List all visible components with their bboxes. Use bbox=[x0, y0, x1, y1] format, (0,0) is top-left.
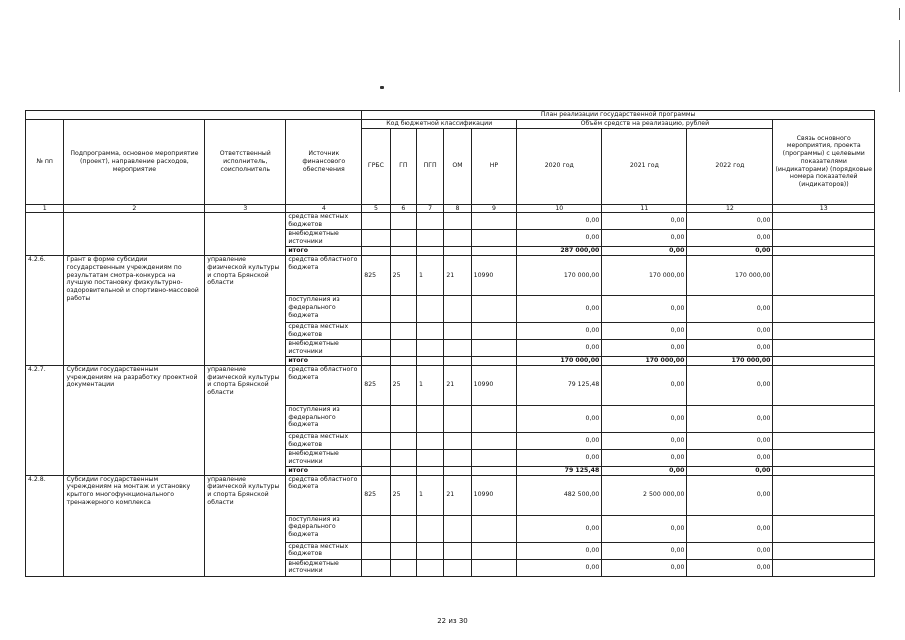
item-name: Субсидии государственным учреждениям на разработку проектной документации bbox=[64, 365, 205, 475]
value-2021: 0,00 bbox=[602, 542, 687, 559]
col-link-header: Связь основного мероприятия, проекта (программы) с целевыми показателями (индикаторами) (порядковые номера показателей (индикаторов)) bbox=[773, 119, 875, 204]
col-om-header: ОМ bbox=[444, 128, 471, 204]
item-responsible: управление физической культуры и спорта Брянской области bbox=[205, 256, 286, 366]
value-2021: 0,00 bbox=[602, 340, 687, 357]
value-2021: 0,00 bbox=[602, 213, 687, 230]
source-label: средства местных бюджетов bbox=[286, 213, 362, 230]
total-2020: 170 000,00 bbox=[517, 357, 602, 366]
total-2021: 170 000,00 bbox=[602, 357, 687, 366]
value-2020: 0,00 bbox=[517, 559, 602, 576]
value-2020: 0,00 bbox=[517, 230, 602, 247]
total-2022: 0,00 bbox=[687, 247, 773, 256]
source-label: внебюджетные источники bbox=[286, 340, 362, 357]
col-2020-header: 2020 год bbox=[517, 128, 602, 204]
column-number: 1 bbox=[26, 204, 64, 213]
value-2020: 170 000,00 bbox=[517, 256, 602, 296]
column-number: 3 bbox=[205, 204, 286, 213]
om-code: 21 bbox=[444, 365, 471, 405]
column-number: 2 bbox=[64, 204, 205, 213]
column-number: 6 bbox=[390, 204, 416, 213]
col-source-header: Источник финансового обеспечения bbox=[286, 119, 362, 204]
gp-code: 25 bbox=[390, 365, 416, 405]
grbs-code: 825 bbox=[362, 475, 390, 515]
value-2021: 0,00 bbox=[602, 449, 687, 466]
state-program-plan-table bbox=[25, 110, 875, 577]
col-2022-header: 2022 год bbox=[687, 128, 773, 204]
value-2022: 0,00 bbox=[687, 432, 773, 449]
col-pgp-header: ПГП bbox=[416, 128, 443, 204]
source-label: средства областного бюджета bbox=[286, 256, 362, 296]
total-label: итого bbox=[286, 466, 362, 475]
source-label: поступления из федерального бюджета bbox=[286, 296, 362, 323]
grbs-code: 825 bbox=[362, 365, 390, 405]
value-2022: 170 000,00 bbox=[687, 256, 773, 296]
source-label: средства областного бюджета bbox=[286, 475, 362, 515]
scan-speck bbox=[380, 86, 384, 89]
table-row bbox=[26, 475, 875, 515]
value-2021: 0,00 bbox=[602, 432, 687, 449]
col-no-header: № пп bbox=[26, 119, 64, 204]
value-2021: 0,00 bbox=[602, 323, 687, 340]
source-label: внебюджетные источники bbox=[286, 449, 362, 466]
om-code: 21 bbox=[444, 256, 471, 296]
value-2022: 0,00 bbox=[687, 542, 773, 559]
item-number: 4.2.8. bbox=[26, 475, 64, 576]
header-blank bbox=[26, 111, 362, 120]
total-2022: 0,00 bbox=[687, 466, 773, 475]
nr-code: 10990 bbox=[471, 365, 517, 405]
col-2021-header: 2021 год bbox=[602, 128, 687, 204]
total-2021: 0,00 bbox=[602, 247, 687, 256]
source-label: средства местных бюджетов bbox=[286, 323, 362, 340]
value-2020: 0,00 bbox=[517, 432, 602, 449]
pgp-code: 1 bbox=[416, 475, 443, 515]
total-label: итого bbox=[286, 357, 362, 366]
column-number: 7 bbox=[416, 204, 443, 213]
item-responsible: управление физической культуры и спорта Брянской области bbox=[205, 475, 286, 576]
col-resp-header: Ответственный исполнитель, соисполнитель bbox=[205, 119, 286, 204]
col-gp-header: ГП bbox=[390, 128, 416, 204]
source-label: средства местных бюджетов bbox=[286, 432, 362, 449]
value-2020: 79 125,48 bbox=[517, 365, 602, 405]
column-number: 4 bbox=[286, 204, 362, 213]
value-2022: 0,00 bbox=[687, 559, 773, 576]
table-row bbox=[26, 213, 875, 230]
value-2020: 0,00 bbox=[517, 323, 602, 340]
source-label: средства областного бюджета bbox=[286, 365, 362, 405]
value-2020: 0,00 bbox=[517, 340, 602, 357]
pgp-code: 1 bbox=[416, 256, 443, 296]
value-2020: 0,00 bbox=[517, 296, 602, 323]
col-nr-header: НР bbox=[471, 128, 517, 204]
item-name: Субсидии государственным учреждениям на монтаж и установку крытого многофункционального тренажерного комплекса bbox=[64, 475, 205, 576]
column-number: 5 bbox=[362, 204, 390, 213]
kbk-title: Код бюджетной классификации bbox=[362, 119, 517, 128]
volume-title: Объём средств на реализацию, рублей bbox=[517, 119, 773, 128]
column-numbers-row bbox=[26, 204, 875, 213]
value-2021: 0,00 bbox=[602, 405, 687, 432]
total-2021: 0,00 bbox=[602, 466, 687, 475]
grbs-code: 825 bbox=[362, 256, 390, 296]
gp-code: 25 bbox=[390, 475, 416, 515]
value-2022: 0,00 bbox=[687, 213, 773, 230]
item-name: Грант в форме субсидии государственным учреждениям по результатам смотра-конкурса на лучшую постановку физкультурно-оздоровительной и спортивно-массовой работы bbox=[64, 256, 205, 366]
nr-code: 10990 bbox=[471, 475, 517, 515]
col-grbs-header: ГРБС bbox=[362, 128, 390, 204]
value-2022: 0,00 bbox=[687, 340, 773, 357]
value-2022: 0,00 bbox=[687, 365, 773, 405]
om-code: 21 bbox=[444, 475, 471, 515]
value-2022: 0,00 bbox=[687, 475, 773, 515]
value-2022: 0,00 bbox=[687, 449, 773, 466]
table-row bbox=[26, 365, 875, 405]
source-label: внебюджетные источники bbox=[286, 559, 362, 576]
page-number: 22 из 30 bbox=[437, 617, 468, 625]
item-number: 4.2.6. bbox=[26, 256, 64, 366]
value-2020: 0,00 bbox=[517, 542, 602, 559]
value-2022: 0,00 bbox=[687, 405, 773, 432]
nr-code: 10990 bbox=[471, 256, 517, 296]
value-2022: 0,00 bbox=[687, 323, 773, 340]
total-2020: 79 125,48 bbox=[517, 466, 602, 475]
table-row bbox=[26, 256, 875, 296]
column-number: 13 bbox=[773, 204, 875, 213]
pgp-code: 1 bbox=[416, 365, 443, 405]
item-responsible: управление физической культуры и спорта Брянской области bbox=[205, 365, 286, 475]
gp-code: 25 bbox=[390, 256, 416, 296]
item-number: 4.2.7. bbox=[26, 365, 64, 475]
value-2020: 0,00 bbox=[517, 213, 602, 230]
source-label: поступления из федерального бюджета bbox=[286, 405, 362, 432]
plan-title: План реализации государственной программы bbox=[362, 111, 875, 120]
column-number: 9 bbox=[471, 204, 517, 213]
value-2022: 0,00 bbox=[687, 296, 773, 323]
value-2020: 482 500,00 bbox=[517, 475, 602, 515]
value-2022: 0,00 bbox=[687, 515, 773, 542]
value-2021: 0,00 bbox=[602, 296, 687, 323]
value-2021: 2 500 000,00 bbox=[602, 475, 687, 515]
value-2021: 0,00 bbox=[602, 365, 687, 405]
column-number: 10 bbox=[517, 204, 602, 213]
value-2020: 0,00 bbox=[517, 449, 602, 466]
column-number: 12 bbox=[687, 204, 773, 213]
scan-edge-mark bbox=[899, 40, 900, 92]
column-number: 11 bbox=[602, 204, 687, 213]
total-2020: 287 000,00 bbox=[517, 247, 602, 256]
value-2021: 0,00 bbox=[602, 230, 687, 247]
total-2022: 170 000,00 bbox=[687, 357, 773, 366]
column-number: 8 bbox=[444, 204, 471, 213]
source-label: поступления из федерального бюджета bbox=[286, 515, 362, 542]
scan-edge-mark bbox=[899, 8, 900, 20]
col-name-header: Подпрограмма, основное мероприятие (проект), направление расходов, мероприятие bbox=[64, 119, 205, 204]
total-label: итого bbox=[286, 247, 362, 256]
value-2021: 0,00 bbox=[602, 515, 687, 542]
value-2020: 0,00 bbox=[517, 405, 602, 432]
value-2021: 170 000,00 bbox=[602, 256, 687, 296]
value-2022: 0,00 bbox=[687, 230, 773, 247]
value-2021: 0,00 bbox=[602, 559, 687, 576]
source-label: внебюджетные источники bbox=[286, 230, 362, 247]
value-2020: 0,00 bbox=[517, 515, 602, 542]
source-label: средства местных бюджетов bbox=[286, 542, 362, 559]
